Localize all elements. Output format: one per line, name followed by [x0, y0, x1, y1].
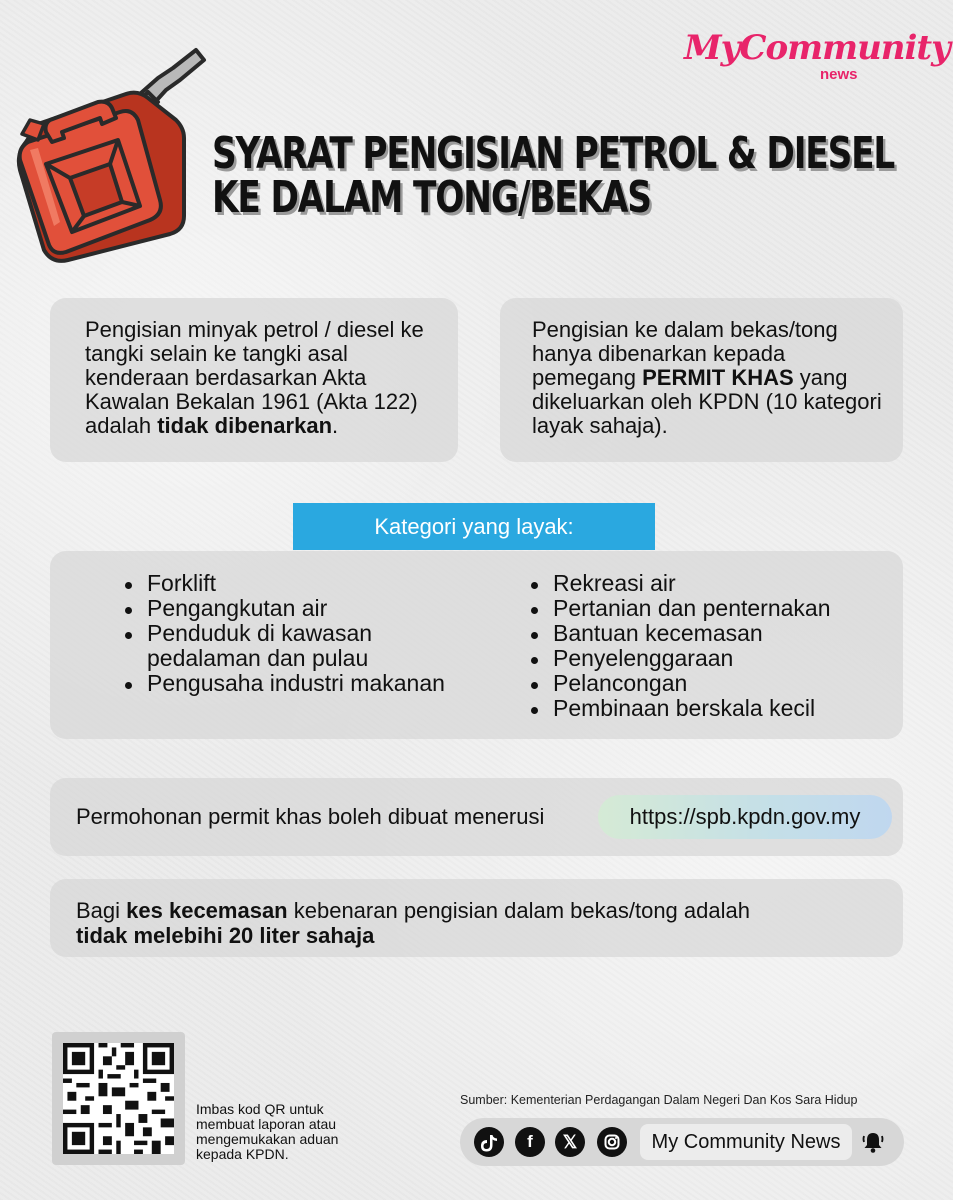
- list-item: Pengusaha industri makanan: [147, 671, 467, 696]
- emergency-case-emphasis: kes kecemasan: [126, 898, 288, 923]
- prohibition-text-start: Pengisian minyak petrol / diesel ke tangki selain ke tangki asal kenderaan berdasarkan Akta Kawalan Bekalan 1961 (Akta 122) adalah: [85, 317, 424, 438]
- tiktok-icon[interactable]: [474, 1127, 504, 1157]
- logo-wordmark: MyCommunity: [684, 28, 950, 68]
- facebook-icon[interactable]: f: [515, 1127, 545, 1157]
- list-item: Pengangkutan air: [147, 596, 467, 621]
- list-item: Pembinaan berskala kecil: [553, 696, 913, 721]
- list-item: Rekreasi air: [553, 571, 913, 596]
- source-credit: Sumber: Kementerian Perdagangan Dalam Negeri Dan Kos Sara Hidup: [460, 1093, 858, 1107]
- permit-text-start: Pengisian ke dalam bekas/tong hanya dibenarkan kepada pemegang: [532, 317, 838, 390]
- logo-subtitle: news: [820, 66, 858, 83]
- prohibition-emphasis: tidak dibenarkan: [157, 413, 333, 438]
- x-icon[interactable]: 𝕏: [555, 1127, 585, 1157]
- info-card-permit: [500, 298, 903, 462]
- brand-name-label: My Community News: [640, 1124, 852, 1160]
- categories-list-left: [123, 571, 467, 696]
- categories-list-right: [529, 571, 913, 721]
- instagram-icon[interactable]: [597, 1127, 627, 1157]
- brand-logo: [684, 28, 950, 98]
- info-card-prohibition: [50, 298, 458, 462]
- social-bar: [460, 1118, 904, 1166]
- emergency-text: [76, 898, 876, 948]
- permit-text: [532, 318, 882, 438]
- title-line-1: SYARAT PENGISIAN PETROL & DIESEL: [212, 128, 895, 179]
- emergency-prefix: Bagi: [76, 898, 127, 923]
- categories-header: Kategori yang layak:: [293, 503, 655, 550]
- page-title: [212, 128, 914, 223]
- qr-code-icon: [63, 1043, 174, 1154]
- qr-code[interactable]: [52, 1032, 185, 1165]
- permit-emphasis: PERMIT KHAS: [642, 365, 794, 390]
- list-item: Pertanian dan penternakan: [553, 596, 913, 621]
- prohibition-text: [85, 318, 445, 438]
- qr-caption: Imbas kod QR untuk membuat laporan atau mengemukakan aduan kepada KPDN.: [196, 1101, 339, 1162]
- jerrycan-illustration: [8, 38, 208, 263]
- permit-text-end: yang dikeluarkan oleh KPDN (10 kategori layak sahaja).: [532, 365, 882, 438]
- prohibition-text-end: .: [332, 413, 339, 438]
- list-item: Bantuan kecemasan: [553, 621, 913, 646]
- emergency-limit-emphasis: tidak melebihi 20 liter sahaja: [76, 923, 375, 948]
- list-item: Pelancongan: [553, 671, 913, 696]
- list-item: Penyelenggaraan: [553, 646, 913, 671]
- title-line-2: KE DALAM TONG/BEKAS: [212, 172, 651, 223]
- emergency-middle: kebenaran pengisian dalam bekas/tong adalah: [287, 898, 750, 923]
- list-item: Forklift: [147, 571, 467, 596]
- application-text: Permohonan permit khas boleh dibuat menerusi: [76, 804, 545, 829]
- qr-code-pattern: [63, 1043, 174, 1154]
- permit-url-link[interactable]: https://spb.kpdn.gov.my: [598, 795, 892, 839]
- list-item: Penduduk di kawasan pedalaman dan pulau: [147, 621, 467, 671]
- bell-icon[interactable]: [858, 1127, 888, 1157]
